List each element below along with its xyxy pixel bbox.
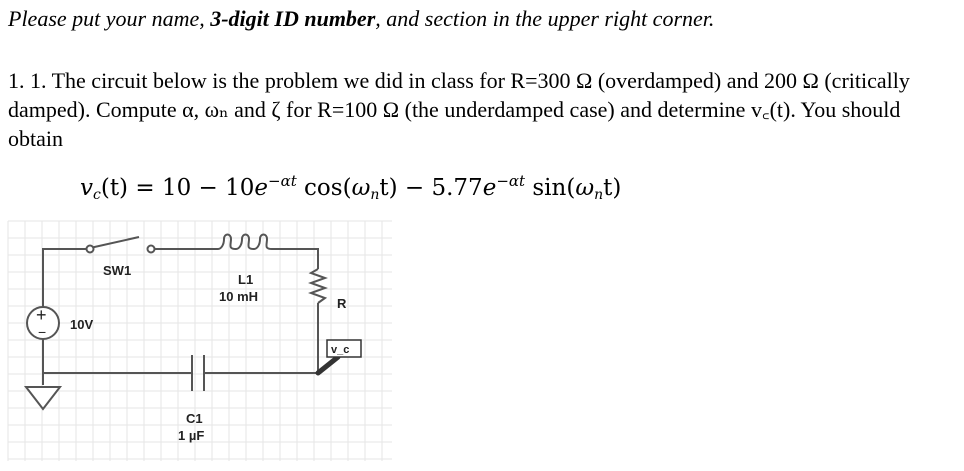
eq-sin: sin( (525, 175, 576, 201)
ground-symbol (26, 387, 60, 409)
probe-tip (318, 357, 338, 373)
voltage-source (27, 305, 59, 340)
resistor-label: R (337, 296, 347, 311)
source-label: 10V (70, 317, 94, 332)
wire-inductor-to-resistor (282, 249, 318, 269)
eq-exp-base-1: e (254, 175, 268, 201)
switch-contact-left (87, 246, 94, 253)
inductor-value: 10 mH (219, 289, 259, 304)
instruction-text-part: Please put your name, (8, 6, 211, 31)
eq-lhs-sub: c (93, 187, 101, 203)
inductor-name: L1 (238, 272, 254, 287)
capacitor-name: C1 (186, 411, 203, 426)
eq-omega-sub-2: n (594, 187, 604, 203)
wire-source-bottom (43, 339, 192, 373)
eq-lhs-var: v (80, 175, 93, 201)
eq-omega-1: ω (351, 175, 371, 201)
instruction-bold-part: 3-digit ID number (210, 6, 376, 31)
capacitor-value: 1 µF (178, 428, 205, 443)
problem-statement: 1. 1. The circuit below is the problem we did in class for R=300 Ω (overdamped) and 200 Ω (critically damped). Compute α, ωₙ and ζ for R=100 Ω (the underdamped case) and determine v꜀(t). You should obtain (8, 68, 910, 151)
eq-lhs-arg: (t) (100, 175, 129, 201)
switch-contact-right (148, 246, 155, 253)
source-plus: + (36, 305, 47, 325)
eq-t-1: t) − 5.77 (379, 175, 483, 201)
switch-blade (90, 237, 139, 248)
eq-omega-2: ω (575, 175, 595, 201)
eq-exp-base-2: e (482, 175, 497, 201)
vc-equation (80, 172, 621, 203)
eq-t-2: t) (603, 175, 622, 201)
eq-cos: cos( (296, 175, 352, 201)
inductor-l1-coil (218, 235, 282, 250)
eq-equals: = 10 − 10 (128, 175, 255, 201)
wire-top-left (43, 249, 86, 307)
eq-exponent-2: −αt (496, 172, 526, 190)
instruction-text-part-end: , and section in the upper right corner. (375, 6, 715, 31)
eq-omega-sub-1: n (370, 187, 380, 203)
circuit-schematic (0, 215, 400, 467)
switch-label: SW1 (103, 263, 132, 278)
source-minus: − (38, 324, 47, 340)
capacitor-c1 (192, 355, 204, 391)
resistor-r (311, 269, 325, 303)
eq-exponent-1: −αt (268, 172, 297, 190)
probe-label: v_c (331, 344, 350, 356)
instruction-text (8, 6, 714, 32)
